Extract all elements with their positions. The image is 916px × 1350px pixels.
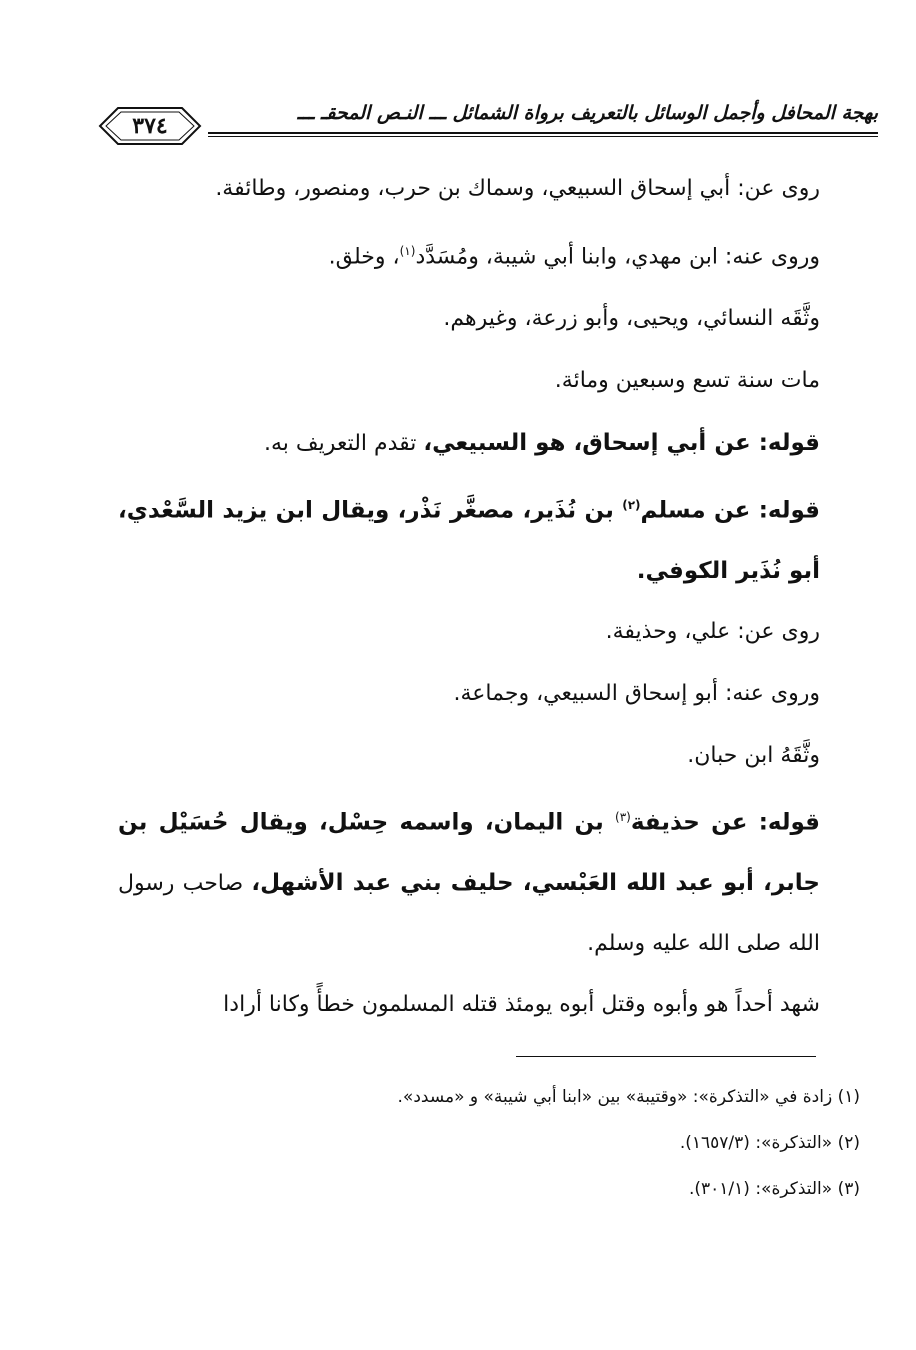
paragraph-narrated-by bbox=[118, 220, 820, 288]
paragraph-death-year: مات سنة تسع وسبعين ومائة. bbox=[554, 368, 820, 394]
paragraph-hudhaifa bbox=[118, 787, 820, 974]
page-number: ٣٧٤ bbox=[132, 113, 168, 139]
running-title: بهجة المحافل وأجمل الوسائل بالتعريف برواة الشمائل ـــ النـص المحقـ ـــ bbox=[297, 102, 878, 124]
footnote-ref-2[interactable]: (٢) bbox=[622, 498, 641, 513]
paragraph-narrated-from: روى عن: أبي إسحاق السبيعي، وسماك بن حرب، ومنصور، وطائفة. bbox=[215, 176, 820, 201]
bold-heading: قوله: عن مسلم bbox=[640, 497, 820, 524]
bold-heading: قوله: عن حذيفة bbox=[630, 809, 820, 836]
paragraph-muslim-bin-nudhair bbox=[118, 475, 820, 601]
text-span: ، وخلق. bbox=[328, 244, 400, 270]
footnote-separator bbox=[516, 1056, 816, 1057]
main-text bbox=[118, 158, 820, 1036]
text-span: وروى عنه: ابن مهدي، وابنا أبي شيبة، ومُسَدَّد bbox=[415, 244, 820, 270]
paragraph-trusted-by: وثَّقَه النسائي، ويحيى، وأبو زرعة، وغيرهم. bbox=[443, 306, 820, 332]
footnote-ref-3[interactable]: (٣) bbox=[615, 809, 631, 824]
header-rule-thin bbox=[208, 136, 878, 137]
footnote-1: (١) زادة في «التذكرة»: «وقتيبة» بين «ابنا أبي شيبة» و «مسدد». bbox=[397, 1087, 860, 1107]
bold-heading: قوله: عن أبي إسحاق، هو السبيعي، bbox=[423, 430, 820, 457]
paragraph-trusted-by-2: وثَّقَهُ ابن حبان. bbox=[687, 742, 820, 768]
header-rule bbox=[208, 132, 878, 134]
page-number-ornament bbox=[96, 104, 204, 148]
bold-text: بن اليمان، واسمه حِسْل، ويقال حُسَيْل بن جابر، أبو عبد الله العَبْسي، حليف بني عبد الأشهل، bbox=[118, 809, 820, 897]
text-span: بن نُذَير، مصغَّر نَذْر، ويقال ابن يزيد السَّعْدي، أبو نُذَير الكوفي. bbox=[118, 497, 820, 584]
text-span: تقدم التعريف به. bbox=[264, 431, 424, 457]
page-header bbox=[96, 96, 878, 156]
footnotes bbox=[300, 1074, 860, 1212]
paragraph-uhud: شهد أحداً هو وأبوه وقتل أبوه يومئذ قتله المسلمون خطأً وكانا أرادا bbox=[223, 992, 820, 1018]
paragraph-abu-ishaq bbox=[118, 412, 820, 475]
paragraph-narrated-by-2: وروى عنه: أبو إسحاق السبيعي، وجماعة. bbox=[453, 680, 820, 706]
paragraph-narrated-from-2: روى عن: علي، وحذيفة. bbox=[605, 618, 820, 644]
text-span: صاحب رسول الله صلى الله عليه وسلم. bbox=[118, 871, 820, 957]
footnote-2: (٢) «التذكرة»: (١٦٥٧/٣). bbox=[679, 1133, 860, 1153]
footnote-3: (٣) «التذكرة»: (٣٠١/١). bbox=[688, 1179, 860, 1199]
footnote-ref-1[interactable]: (١) bbox=[399, 244, 416, 258]
